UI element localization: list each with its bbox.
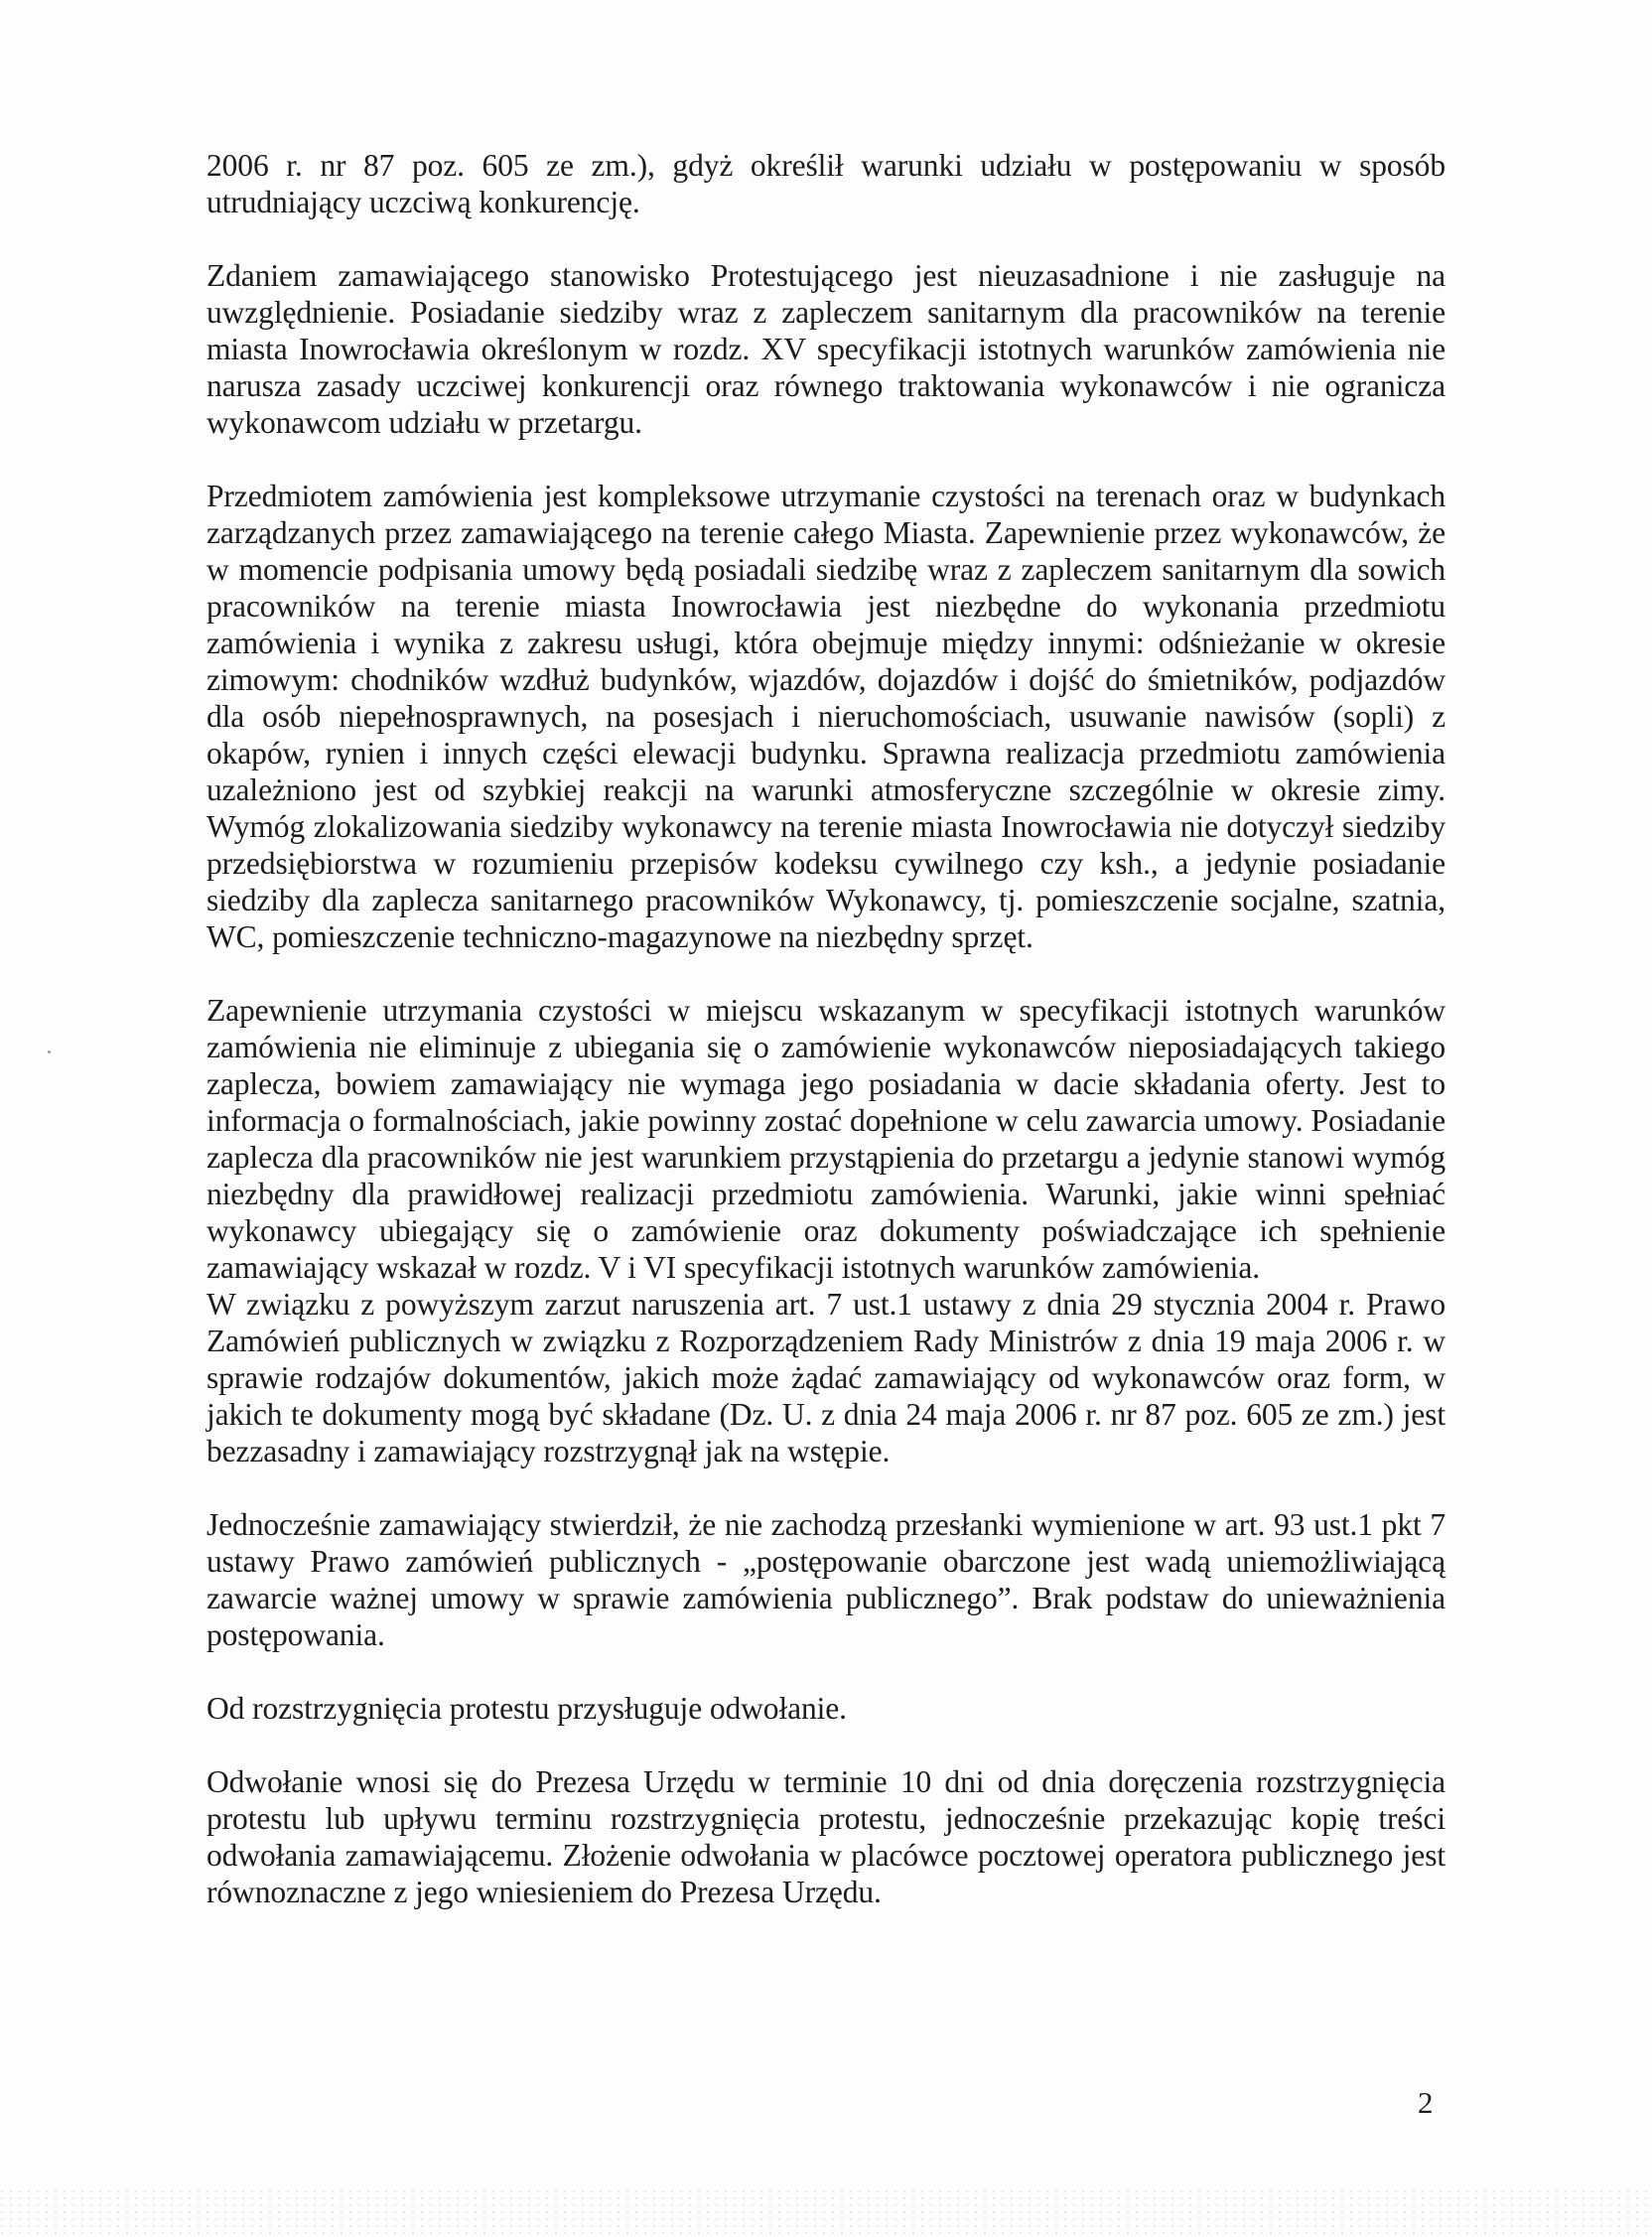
paragraph-appeal-procedure: Odwołanie wnosi się do Prezesa Urzędu w terminie 10 dni od dnia doręczenia rozstrzygnięcia protestu lub upływu terminu rozstrzygnięcia protestu, jednocześnie przekazując kopię treści odwołania zamawiającemu. Złożenie odwołania w placówce pocztowej operatora publicznego jest równoznaczne z jego wniesieniem do Prezesa Urzędu. xyxy=(206,1764,1446,1909)
paragraph-cleaning-requirements: Zapewnienie utrzymania czystości w miejscu wskazanym w specyfikacji istotnych warunków zamówienia nie eliminuje z ubiegania się o zamówienie wykonawców nieposiadających takiego zaplecza, bowiem zamawiający nie wymaga jego posiadania w dacie składania oferty. Jest to informacja o formalnościach, jakie powinny zostać dopełnione w celu zawarcia umowy. Posiadanie zaplecza dla pracowników nie jest warunkiem przystąpienia do przetargu a jedynie stanowi wymóg niezbędny dla prawidłowej realizacji przedmiotu zamówienia. Warunki, jakie winni spełniać wykonawcy ubiegający się o zamówienie oraz dokumenty poświadczające ich spełnienie zamawiający wskazał w rozdz. V i VI specyfikacji istotnych warunków zamówienia. xyxy=(206,993,1446,1285)
paragraph-no-grounds-annulment: Jednocześnie zamawiający stwierdził, że nie zachodzą przesłanki wymienione w art. 93 ust.1 pkt 7 ustawy Prawo zamówień publicznych - „postępowanie obarczone jest wadą uniemożliwiającą zawarcie ważnej umowy w sprawie zamówienia publicznego”. Brak podstaw do unieważnienia postępowania. xyxy=(206,1507,1446,1652)
page-number: 2 xyxy=(1418,2085,1434,2120)
scan-margin-speck xyxy=(48,1050,51,1053)
scan-noise-strip xyxy=(0,2189,1652,2237)
paragraph-protest-unfounded: Zdaniem zamawiającego stanowisko Protestującego jest nieuzasadnione i nie zasługuje na uwzględnienie. Posiadanie siedziby wraz z zapleczem sanitarnym dla pracowników na terenie miasta Inowrocławia określonym w rozdz. XV specyfikacji istotnych warunków zamówienia nie narusza zasady uczciwej konkurencji oraz równego traktowania wykonawców i nie ogranicza wykonawcom udziału w przetargu. xyxy=(206,258,1446,440)
paragraph-continuation: 2006 r. nr 87 poz. 605 ze zm.), gdyż określił warunki udziału w postępowaniu w sposób utrudniający uczciwą konkurencję. xyxy=(206,148,1446,219)
document-body xyxy=(206,147,1446,1947)
paragraph-appeal-available: Od rozstrzygnięcia protestu przysługuje odwołanie. xyxy=(206,1691,847,1726)
paragraph-allegation-unfounded: W związku z powyższym zarzut naruszenia art. 7 ust.1 ustawy z dnia 29 stycznia 2004 r. Prawo Zamówień publicznych w związku z Rozporządzeniem Rady Ministrów z dnia 19 maja 2006 r. w sprawie rodzajów dokumentów, jakich może żądać zamawiający od wykonawców oraz form, w jakich te dokumenty mogą być składane (Dz. U. z dnia 24 maja 2006 r. nr 87 poz. 605 ze zm.) jest bezzasadny i zamawiający rozstrzygnął jak na wstępie. xyxy=(206,1287,1446,1468)
paragraph-subject-of-order: Przedmiotem zamówienia jest kompleksowe utrzymanie czystości na terenach oraz w budynkach zarządzanych przez zamawiającego na terenie całego Miasta. Zapewnienie przez wykonawców, że w momencie podpisania umowy będą posiadali siedzibę wraz z zapleczem sanitarnym dla sowich pracowników na terenie miasta Inowrocławia jest niezbędne do wykonania przedmiotu zamówienia i wynika z zakresu usługi, która obejmuje między innymi: odśnieżanie w okresie zimowym: chodników wzdłuż budynków, wjazdów, dojazdów i dojść do śmietników, podjazdów dla osób niepełnosprawnych, na posesjach i nieruchomościach, usuwanie nawisów (sopli) z okapów, rynien i innych części elewacji budynku. Sprawna realizacja przedmiotu zamówienia uzależniono jest od szybkiej reakcji na warunki atmosferyczne szczególnie w okresie zimy. Wymóg zlokalizowania siedziby wykonawcy na terenie miasta Inowrocławia nie dotyczył siedziby przedsiębiorstwa w rozumieniu przepisów kodeksu cywilnego czy ksh., a jedynie posiadanie siedziby dla zaplecza sanitarnego pracowników Wykonawcy, tj. pomieszczenie socjalne, szatnia, WC, pomieszczenie techniczno-magazynowe na niezbędny sprzęt. xyxy=(206,479,1446,954)
